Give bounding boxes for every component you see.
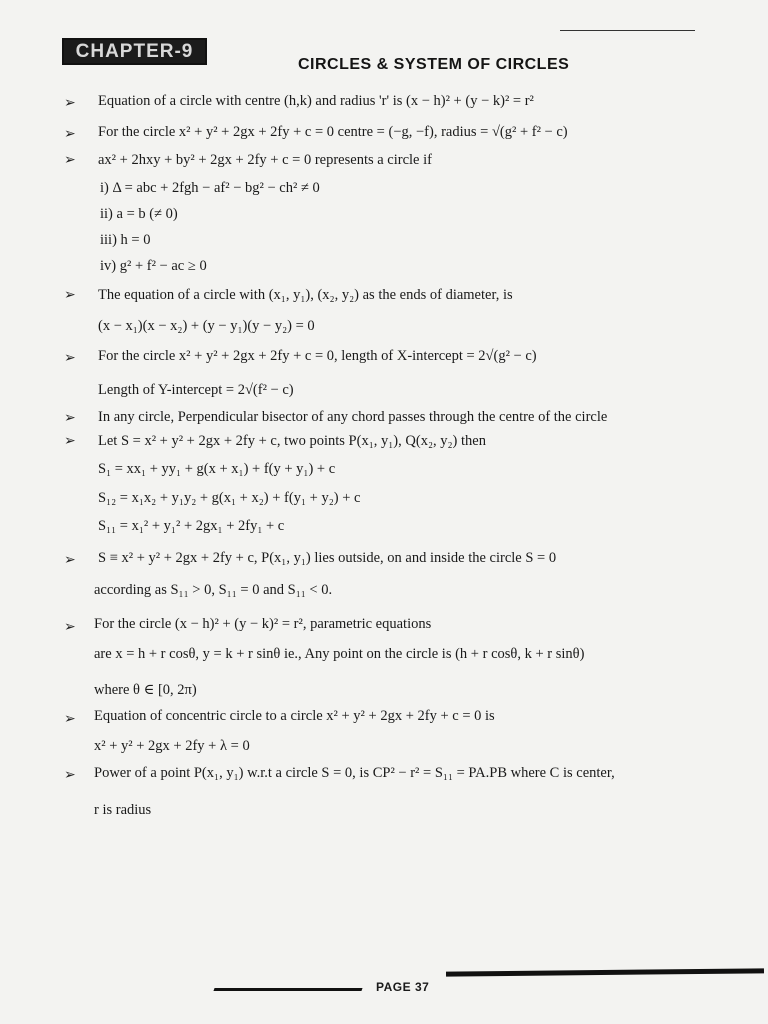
bullet-marker: ➢ [64,434,76,449]
formula-line: For the circle x² + y² + 2gx + 2fy + c = 0, length of X-intercept = 2√(g² − c) [98,348,537,364]
formula-line: x² + y² + 2gx + 2fy + λ = 0 [94,738,250,754]
formula-line: where θ ∈ [0, 2π) [94,682,197,698]
bullet-marker: ➢ [64,553,76,568]
formula-line: Equation of concentric circle to a circle x² + y² + 2gx + 2fy + c = 0 is [94,708,495,724]
formula-line: i) Δ = abc + 2fgh − af² − bg² − ch² ≠ 0 [100,180,320,196]
bullet-marker: ➢ [64,712,76,727]
bullet-marker: ➢ [64,411,76,426]
bullet-marker: ➢ [64,768,76,783]
formula-line: Power of a point P(x₁, y₁) w.r.t a circle S = 0, is CP² − r² = S₁₁ = PA.PB where C is center, [94,765,615,781]
bullet-marker: ➢ [64,127,76,142]
bullet-marker: ➢ [64,96,76,111]
footer-rule-left [213,988,362,991]
bullet-marker: ➢ [64,351,76,366]
bullet-marker: ➢ [64,288,76,303]
formula-line: ii) a = b (≠ 0) [100,206,178,222]
bullet-marker: ➢ [64,153,76,168]
footer-rule-right [446,968,764,976]
formula-line: S₁₂ = x₁x₂ + y₁y₂ + g(x₁ + x₂) + f(y₁ + y₂) + c [98,490,361,506]
formula-line: iii) h = 0 [100,232,151,248]
formula-line: S₁₁ = x₁² + y₁² + 2gx₁ + 2fy₁ + c [98,518,285,534]
chapter-badge [62,38,207,65]
formula-line: Equation of a circle with centre (h,k) and radius 'r' is (x − h)² + (y − k)² = r² [98,93,534,109]
formula-line: In any circle, Perpendicular bisector of any chord passes through the centre of the circle [98,409,608,425]
formula-line: S ≡ x² + y² + 2gx + 2fy + c, P(x₁, y₁) lies outside, on and inside the circle S = 0 [98,550,557,566]
formula-line: r is radius [94,802,152,818]
formula-line: The equation of a circle with (x₁, y₁), (x₂, y₂) as the ends of diameter, is [98,287,513,303]
formula-line: are x = h + r cosθ, y = k + r sinθ ie., Any point on the circle is (h + r cosθ, k + r sinθ) [94,646,585,662]
formula-line: For the circle (x − h)² + (y − k)² = r², parametric equations [94,616,432,632]
bullet-marker: ➢ [64,620,76,635]
formula-line: iv) g² + f² − ac ≥ 0 [100,258,207,274]
formula-line: For the circle x² + y² + 2gx + 2fy + c = 0 centre = (−g, −f), radius = √(g² + f² − c) [98,124,568,140]
chapter-label: CHAPTER-9 [75,40,194,62]
formula-line: S₁ = xx₁ + yy₁ + g(x + x₁) + f(y + y₁) + c [98,461,336,477]
formula-line: Let S = x² + y² + 2gx + 2fy + c, two points P(x₁, y₁), Q(x₂, y₂) then [98,433,486,449]
top-rule [560,30,695,31]
formula-line: (x − x₁)(x − x₂) + (y − y₁)(y − y₂) = 0 [98,318,315,334]
formula-line: according as S₁₁ > 0, S₁₁ = 0 and S₁₁ < 0. [94,582,333,598]
formula-line: Length of Y-intercept = 2√(f² − c) [98,382,294,398]
formula-line: ax² + 2hxy + by² + 2gx + 2fy + c = 0 represents a circle if [98,152,432,168]
page-number: PAGE 37 [376,980,430,994]
page-title: CIRCLES & SYSTEM OF CIRCLES [298,56,570,73]
